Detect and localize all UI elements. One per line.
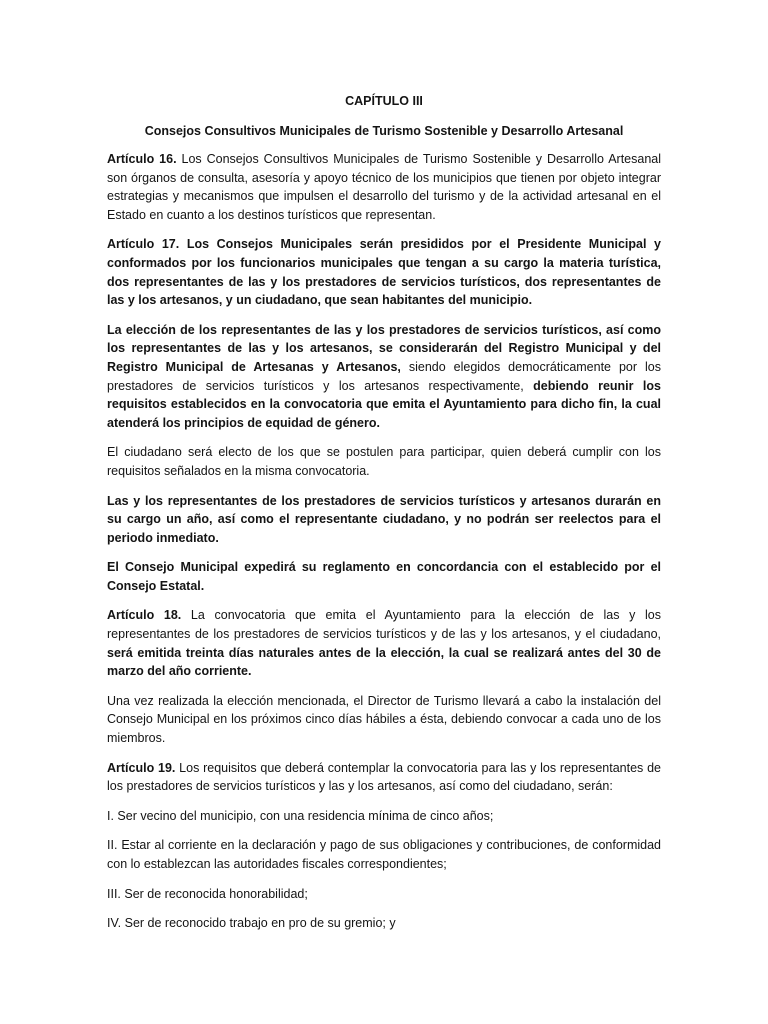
election-normal-part: siendo elegidos democráticamente por los prestadores de servicios turísticos y los artesanos respectivamente, xyxy=(107,359,662,393)
list-item: I. Ser vecino del municipio, con una residencia mínima de cinco años; xyxy=(107,808,494,823)
requirements-list xyxy=(107,807,661,933)
installation-paragraph: Una vez realizada la elección mencionada, el Director de Turismo llevará a cabo la instalación del Consejo Municipal en los próximos cinco días hábiles a ésta, debiendo convocar a cada uno de los miembros. xyxy=(107,693,661,746)
list-item: IV. Ser de reconocido trabajo en pro de su gremio; y xyxy=(107,916,396,931)
list-item: III. Ser de reconocida honorabilidad; xyxy=(107,886,308,901)
article-19-text: Los requisitos que deberá contemplar la convocatoria para las y los representantes de los prestadores de servicios turísticos y las y los artesanos, así como del ciudadano, serán: xyxy=(107,760,661,794)
chapter-subtitle: Consejos Consultivos Municipales de Turismo Sostenible y Desarrollo Artesanal xyxy=(144,124,624,138)
article-16-paragraph xyxy=(107,150,661,224)
article-17-paragraph: Artículo 17. Los Consejos Municipales serán presididos por el Presidente Municipal y conformados por los funcionarios municipales que tengan a su cargo la materia turística, dos representantes de las y los prestadores de servicios turísticos, dos representantes de las y los artesanos, y un ciudadano, que sean habitantes del municipio. xyxy=(107,237,661,308)
article-18-label: Artículo 18. xyxy=(107,608,182,623)
election-paragraph xyxy=(107,321,661,433)
article-16-label: Artículo 16. xyxy=(107,152,177,166)
citizen-paragraph: El ciudadano será electo de los que se postulen para participar, quien deberá cumplir con los requisitos señalados en la misma convocatoria. xyxy=(107,445,661,478)
election-bold-part: La elección de los representantes de las y los prestadores de servicios turísticos, así como los representantes de las y los artesanos, se considerarán del Registro Municipal y del Registro Municipal de Artesanas y Artesanos, xyxy=(107,322,661,374)
list-item: II. Estar al corriente en la declaración y pago de sus obligaciones y contribuciones, de conformidad con lo establezcan las autoridades fiscales correspondientes; xyxy=(107,838,661,871)
election-bold-part-2: debiendo reunir los requisitos establecidos en la convocatoria que emita el Ayuntamiento para dicho fin, la cual atenderá los principios de equidad de género. xyxy=(107,378,661,430)
article-19-label: Artículo 19. xyxy=(107,760,176,775)
chapter-heading: CAPÍTULO III xyxy=(345,94,423,108)
article-16-text: Los Consejos Consultivos Municipales de Turismo Sostenible y Desarrollo Artesanal son órganos de consulta, asesoría y apoyo técnico de los municipios que tienen por objeto integrar estrategias y mecanismos que impulsen el desarrollo del turismo y de la actividad artesanal en el Estado en cuanto a los destinos turísticos que representan. xyxy=(107,152,662,222)
article-18-paragraph xyxy=(107,606,661,680)
article-18-bold-tail: será emitida treinta días naturales antes de la elección, la cual se realizará antes del 30 de marzo del año corriente. xyxy=(107,645,661,679)
article-18-text: La convocatoria que emita el Ayuntamiento para la elección de las y los representantes de los prestadores de servicios turísticos y de las y los artesanos, y el ciudadano, xyxy=(107,608,661,642)
article-19-paragraph xyxy=(107,759,661,796)
regulation-paragraph: El Consejo Municipal expedirá su reglamento en concordancia con el establecido por el Consejo Estatal. xyxy=(107,560,661,593)
term-paragraph: Las y los representantes de los prestadores de servicios turísticos y artesanos durarán en su cargo un año, así como el representante ciudadano, y no podrán ser reelectos para el periodo inmediato. xyxy=(107,493,661,545)
